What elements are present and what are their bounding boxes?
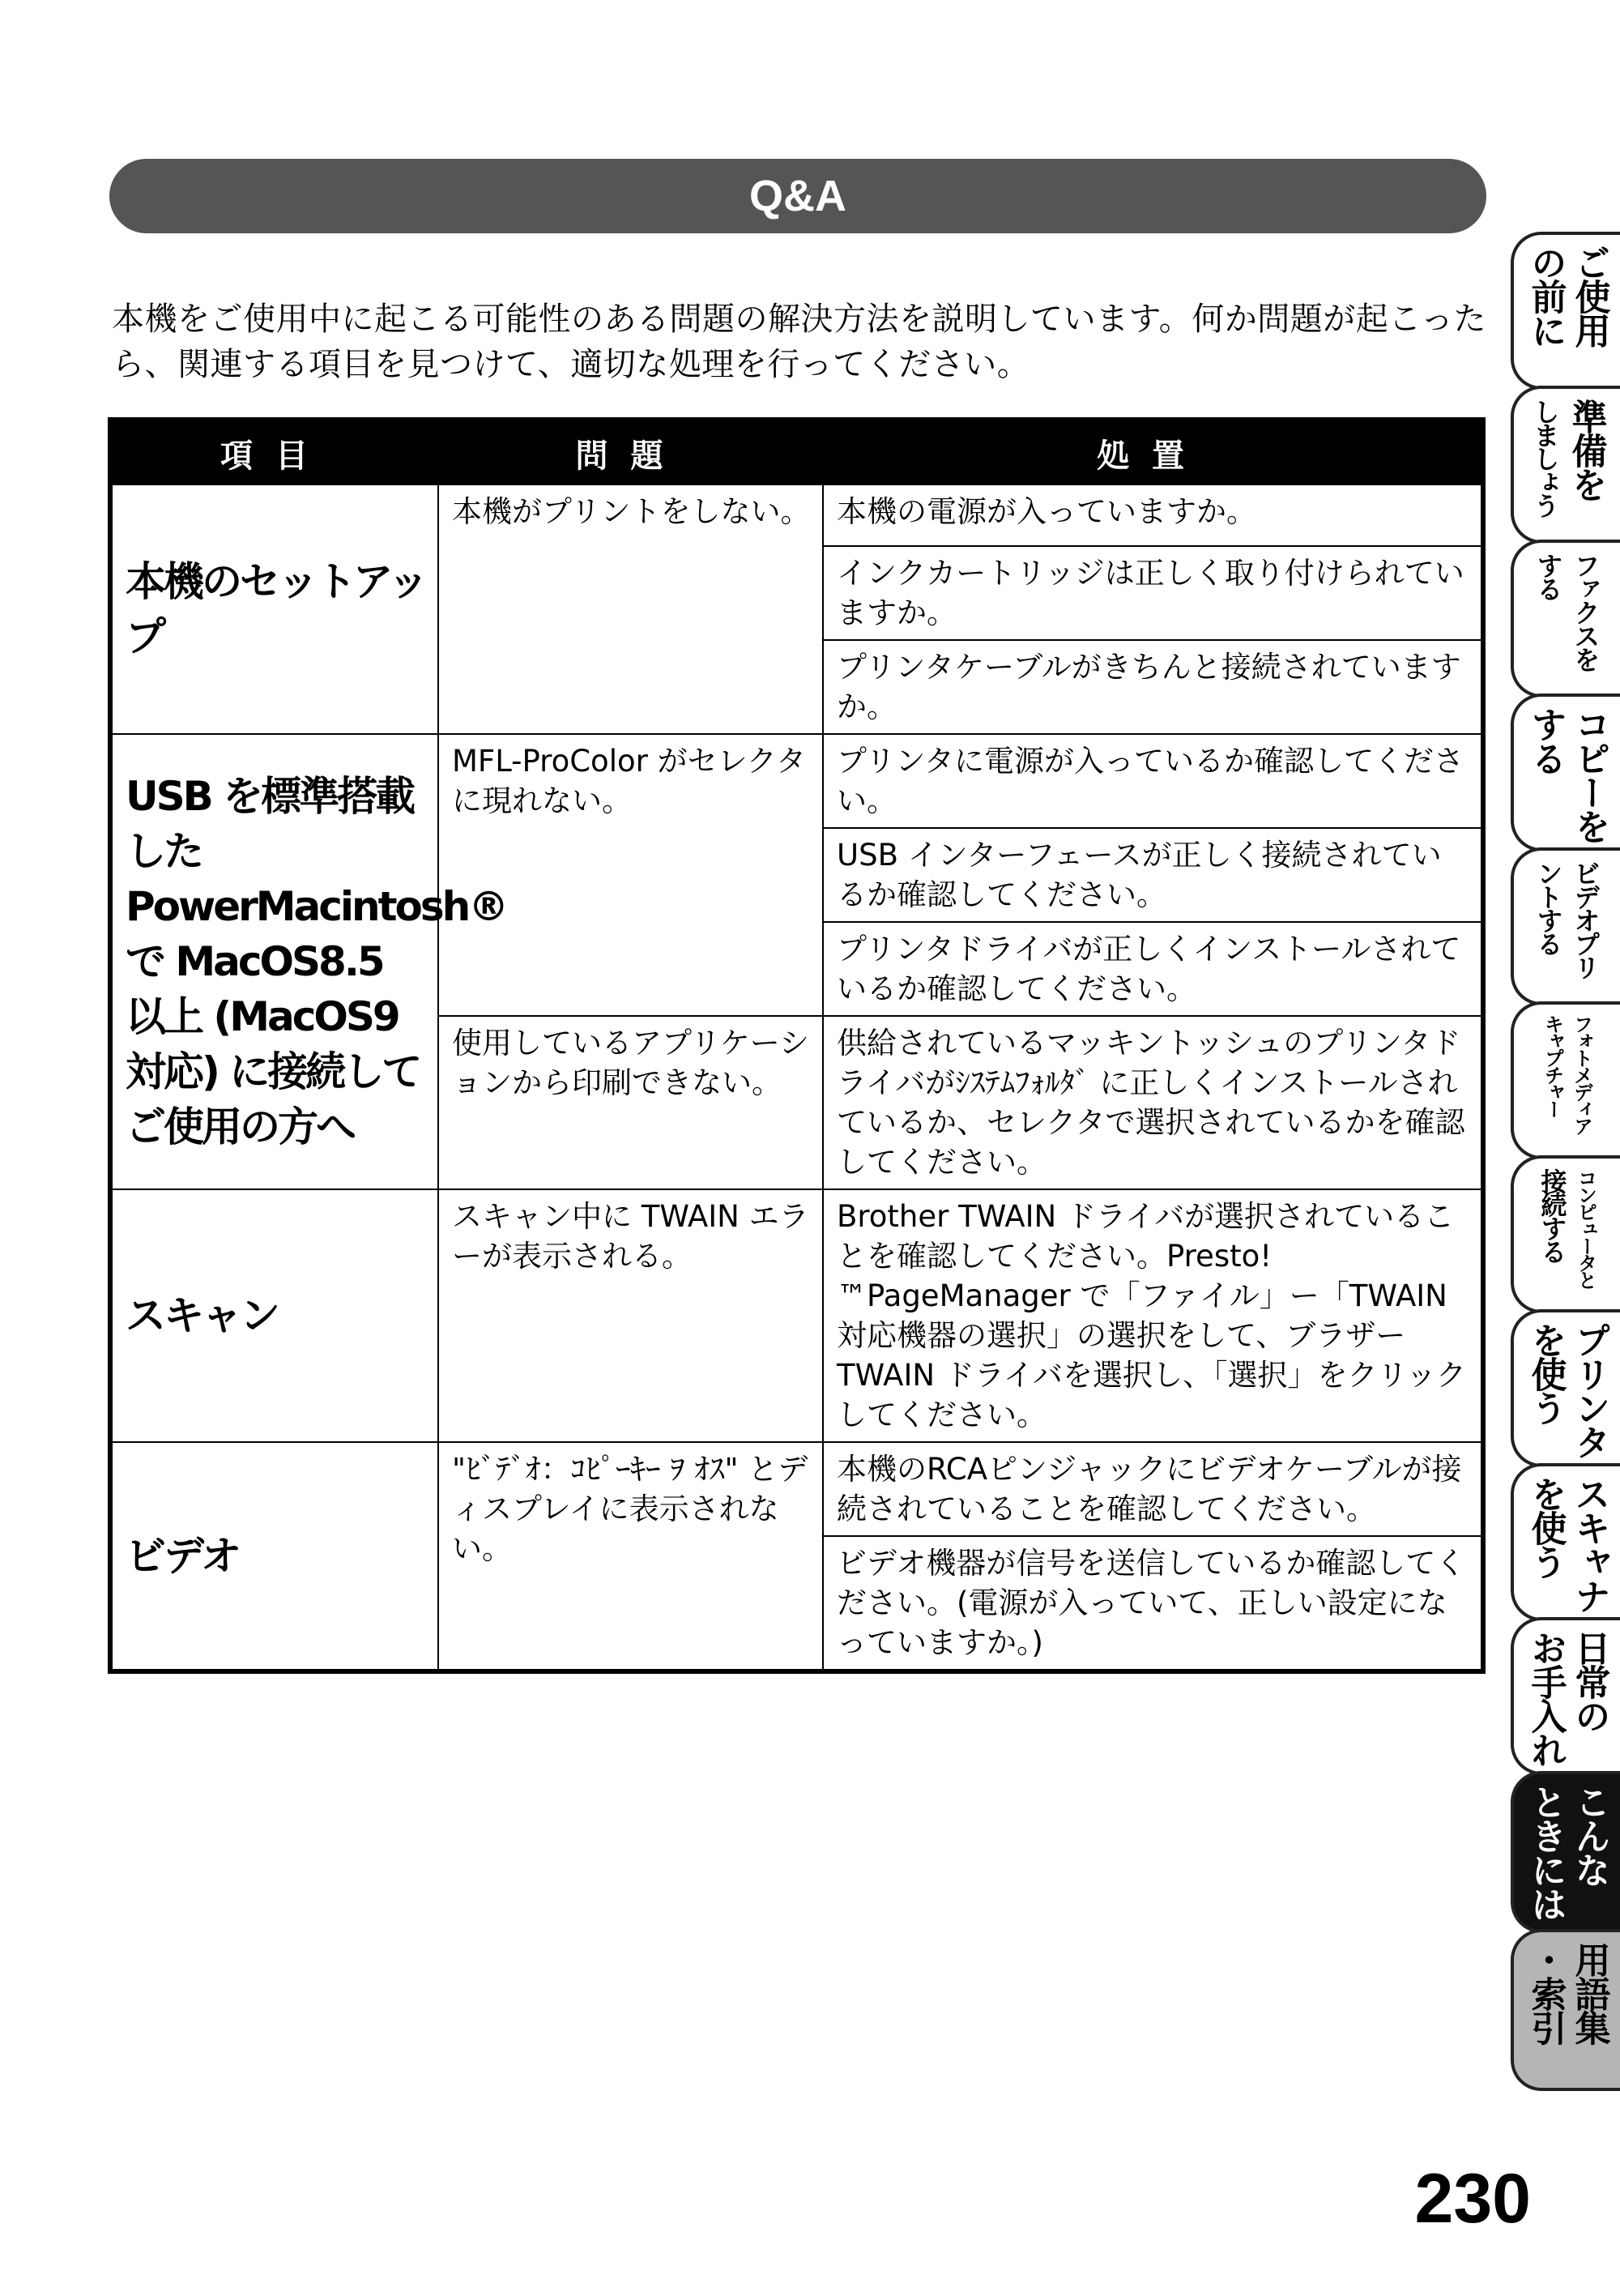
problem-cell: 使用しているアプリケーションから印刷できない。 bbox=[438, 1016, 823, 1189]
tab-troubleshooting[interactable] bbox=[1511, 1771, 1620, 1933]
problem-cell: スキャン中に TWAIN エラーが表示される。 bbox=[438, 1189, 823, 1442]
tab-copy[interactable] bbox=[1511, 693, 1620, 851]
action-cell: プリンタケーブルがきちんと接続されていますか。 bbox=[823, 640, 1483, 734]
action-cell: USB インターフェースが正しく接続されているか確認してください。 bbox=[823, 828, 1483, 922]
tab-label-1: コンピュータと bbox=[1574, 1168, 1597, 1287]
tab-before-use[interactable] bbox=[1511, 232, 1620, 390]
tab-label-2: の前に bbox=[1524, 245, 1567, 347]
page-number: 230 bbox=[1414, 2160, 1531, 2238]
tab-label-1: スキャナ bbox=[1568, 1476, 1610, 1612]
header-problem: 問題 bbox=[438, 420, 823, 484]
tab-label-2: ときには bbox=[1524, 1784, 1567, 1920]
table-row bbox=[110, 734, 1483, 828]
tab-label-1: ファクスを bbox=[1570, 553, 1601, 670]
problem-cell: 本機がプリントをしない。 bbox=[438, 484, 823, 734]
item-cell: USB を標準搭載した PowerMacintosh® で MacOS8.5 以上 (MacOS9 対応) に接続してご使用の方へ bbox=[110, 734, 438, 1189]
qa-table bbox=[108, 417, 1486, 1674]
page-title: Q&A bbox=[749, 172, 846, 220]
tab-label-2: する bbox=[1524, 706, 1567, 775]
item-cell: ビデオ bbox=[110, 1442, 438, 1671]
action-cell: Brother TWAIN ドライバが選択されていることを確認してください。Presto!™PageManager で「ファイル」ー「TWAIN 対応機器の選択」の選択をして、ブラザー TWAIN ドライバを選択し、「選択」をクリックしてください。 bbox=[823, 1189, 1483, 1442]
tab-label-2: を使う bbox=[1524, 1476, 1567, 1578]
tab-scanner[interactable] bbox=[1511, 1463, 1620, 1621]
tab-label-1: フォトメディア bbox=[1570, 1014, 1593, 1133]
tab-computer[interactable] bbox=[1511, 1155, 1620, 1313]
tab-label-1: コピーを bbox=[1568, 706, 1610, 843]
tab-label-2: 接続する bbox=[1537, 1168, 1568, 1262]
tab-label-1: こんな bbox=[1568, 1784, 1610, 1886]
table-header-row bbox=[110, 420, 1483, 484]
tab-label-1: 用語集 bbox=[1568, 1942, 1610, 2044]
tab-label-2: キャプチャー bbox=[1541, 1014, 1564, 1116]
tab-label-2: ントする bbox=[1533, 860, 1564, 954]
action-cell: ビデオ機器が信号を送信しているか確認してください。(電源が入っていて、正しい設定になっていますか。) bbox=[823, 1536, 1483, 1671]
tab-fax[interactable] bbox=[1511, 540, 1620, 698]
header-action: 処置 bbox=[823, 420, 1483, 484]
item-cell: 本機のセットアップ bbox=[110, 484, 438, 734]
tab-preparation[interactable] bbox=[1511, 386, 1620, 544]
tab-printer[interactable] bbox=[1511, 1309, 1620, 1467]
action-cell: インクカートリッジは正しく取り付けられていますか。 bbox=[823, 546, 1483, 640]
action-cell: 本機のRCAピンジャックにビデオケーブルが接続されていることを確認してください。 bbox=[823, 1442, 1483, 1536]
tab-glossary-index[interactable] bbox=[1511, 1929, 1620, 2091]
table-row bbox=[110, 1442, 1483, 1536]
tab-label-1: 準備を bbox=[1565, 399, 1607, 501]
problem-cell: "ﾋﾞﾃﾞｵ：ｺﾋﾟｰｷｰ ｦ ｵｽ" とディスプレイに表示されない。 bbox=[438, 1442, 823, 1671]
tab-label-1: 日常の bbox=[1568, 1630, 1610, 1732]
intro-paragraph: 本機をご使用中に起こる可能性のある問題の解決方法を説明しています。何か問題が起こったら、関連する項目を見つけて、適切な処理を行ってください。 bbox=[112, 301, 1486, 383]
action-cell: 本機の電源が入っていますか。 bbox=[823, 484, 1483, 546]
tab-video-print[interactable] bbox=[1511, 847, 1620, 1005]
item-cell: スキャン bbox=[110, 1189, 438, 1442]
tab-photo-media[interactable] bbox=[1511, 1001, 1620, 1159]
tab-label-1: プリンタ bbox=[1568, 1322, 1610, 1458]
table-row bbox=[110, 1189, 1483, 1442]
header-item: 項目 bbox=[110, 420, 438, 484]
title-banner bbox=[109, 159, 1486, 233]
action-cell: プリンタドライバが正しくインストールされているか確認してください。 bbox=[823, 922, 1483, 1016]
action-cell: プリンタに電源が入っているか確認してください。 bbox=[823, 734, 1483, 828]
table-row bbox=[110, 484, 1483, 546]
tab-label-2: する bbox=[1533, 553, 1564, 600]
tab-label-1: ビデオプリ bbox=[1570, 860, 1601, 978]
action-cell: 供給されているマッキントッシュのプリンタドライバがｼｽﾃﾑﾌｫﾙﾀﾞ に正しくインストールされているか、セレクタで選択されているかを確認してください。 bbox=[823, 1016, 1483, 1189]
problem-cell: MFL-ProColor がセレクタに現れない。 bbox=[438, 734, 823, 1016]
tab-label-2: しましょう bbox=[1529, 399, 1561, 516]
tab-label-2: を使う bbox=[1524, 1322, 1567, 1424]
tab-maintenance[interactable] bbox=[1511, 1617, 1620, 1775]
tab-label-2: お手入れ bbox=[1524, 1630, 1567, 1766]
tab-label-2: ・索引 bbox=[1524, 1942, 1567, 2044]
tab-label-1: ご使用 bbox=[1568, 245, 1610, 347]
